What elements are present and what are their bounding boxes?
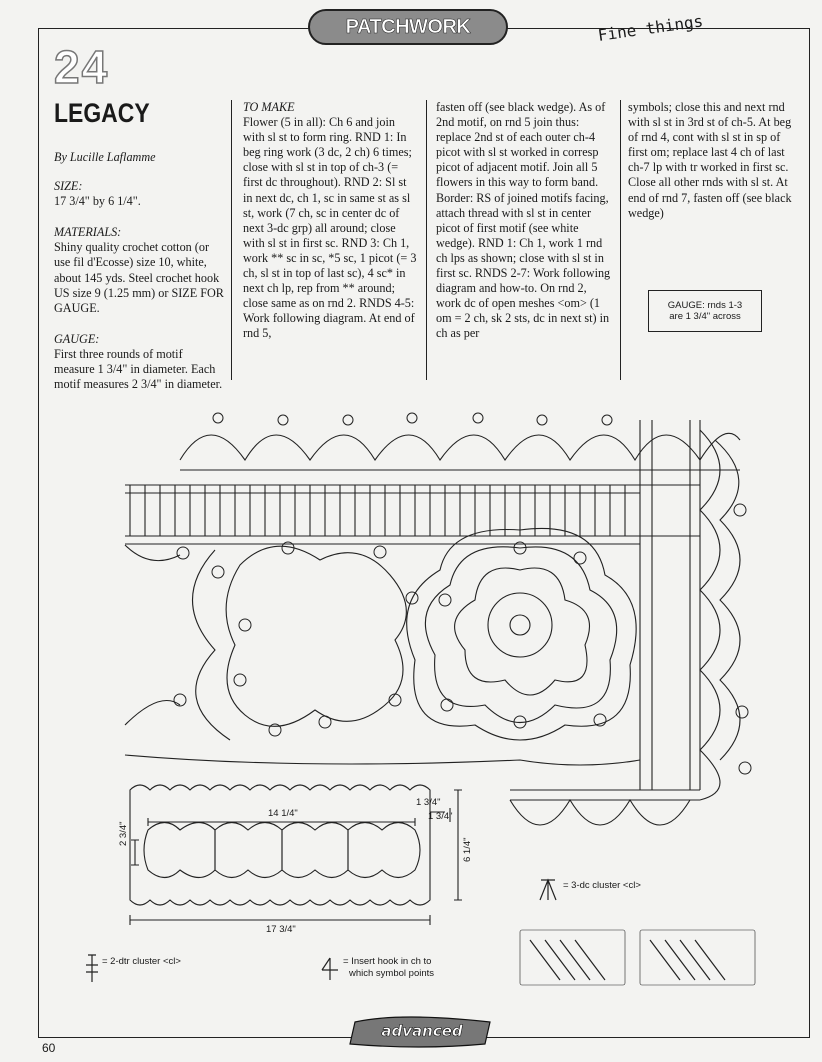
legend-dtr-cluster: = 2-dtr cluster <cl> xyxy=(102,956,181,967)
instructions-text-3: symbols; close this and next rnd with sl st in 3rd st of ch-5. At beg of rnd 4, cont with sl st in sp of first om; replace last 4 ch of last ch-7 lp with tr worked in first sc. Close all other rnds with sl st. At end of rnd 7, fasten off (see black wedge) xyxy=(628,100,792,220)
level-badge xyxy=(352,1016,492,1046)
gauge-box-line-2: are 1 3/4" across xyxy=(669,311,741,322)
schematic-diagram xyxy=(130,785,462,925)
legend-insert-hook-line-2: which symbol points xyxy=(349,968,435,979)
schematic-border-top: 1 3/4" xyxy=(416,797,441,808)
size-heading: SIZE: xyxy=(54,179,83,194)
schematic-height-total: 6 1/4" xyxy=(462,837,473,862)
schematic-width-total: 17 3/4" xyxy=(266,924,296,935)
legend-insert-hook-line-1: = Insert hook in ch to xyxy=(343,956,432,967)
pattern-title: LEGACY xyxy=(54,98,150,128)
section-tab-label: PATCHWORK xyxy=(345,15,471,38)
schematic-border-side: 1 3/4" xyxy=(428,811,453,822)
materials-text: Shiny quality crochet cotton (or use fil d'Ecosse) size 10, white, about 145 yds. Steel crochet hook US size 9 (1.25 mm) or SIZE FOR GAUGE. xyxy=(54,240,224,315)
materials-heading: MATERIALS: xyxy=(54,225,122,240)
legend-dc-cluster: = 3-dc cluster <cl> xyxy=(563,880,641,891)
gauge-text: First three rounds of motif measure 1 3/4" in diameter. Each motif measures 2 3/4" in diameter. xyxy=(54,346,223,392)
chart-lines xyxy=(125,420,740,825)
legend-insert-hook xyxy=(343,956,434,980)
to-make-heading: TO MAKE xyxy=(243,100,295,114)
instructions-text-2: fasten off (see black wedge). As of 2nd motif, on rnd 5 join thus: replace 2nd st of each outer ch-4 picot with sl st worked in corresp picot of adjacent motif. Join all 5 flowers in this way to form band. Border: RS of joined motifs facing, attach thread with sl st in center picot of first motif (see white wedge). RND 1: Ch 1, work 1 rnd ch lps as shown; close with sl st in first sc. RNDS 2-7: Work following diagram and how-to. On rnd 2, work dc of open meshes <om> (1 om = 2 ch, sk 2 sts, dc in next st) in ch as per xyxy=(436,100,611,341)
gauge-heading: GAUGE: xyxy=(54,331,100,346)
gauge-box-line-1: GAUGE: rnds 1-3 xyxy=(667,300,743,311)
chart-picots xyxy=(174,413,751,774)
pattern-number: 24 xyxy=(54,41,110,93)
brand-logo: Fine things xyxy=(596,11,705,45)
size-text: 17 3/4" by 6 1/4". xyxy=(54,194,141,209)
schematic-height-inner: 2 3/4" xyxy=(118,821,129,846)
level-badge-label: advanced xyxy=(381,1022,463,1040)
instructions-text-1: Flower (5 in all): Ch 6 and join with sl st to form ring. RND 1: In beg ring work (3 dc, 2 ch) 6 times; close with sl st in top of ch-3 (= first dc throughout). RND 2: Sl st in next dc, ch 1, sc in same st as sl st, work (7 ch, sc in center dc of next 3-dc grp) all around; close with sl st in first sc. RND 3: Ch 1, work ** sc in sc, *5 sc, 1 picot (= 3 ch, sl st in top of last sc), 4 sc* in next ch lp, rep from ** around; close same as on rnd 2. RNDS 4-5: Work following diagram. At end of rnd 5, xyxy=(243,115,417,341)
page-number: 60 xyxy=(42,1041,56,1055)
author: By Lucille Laflamme xyxy=(54,150,156,164)
schematic-width-inner: 14 1/4" xyxy=(268,808,298,819)
